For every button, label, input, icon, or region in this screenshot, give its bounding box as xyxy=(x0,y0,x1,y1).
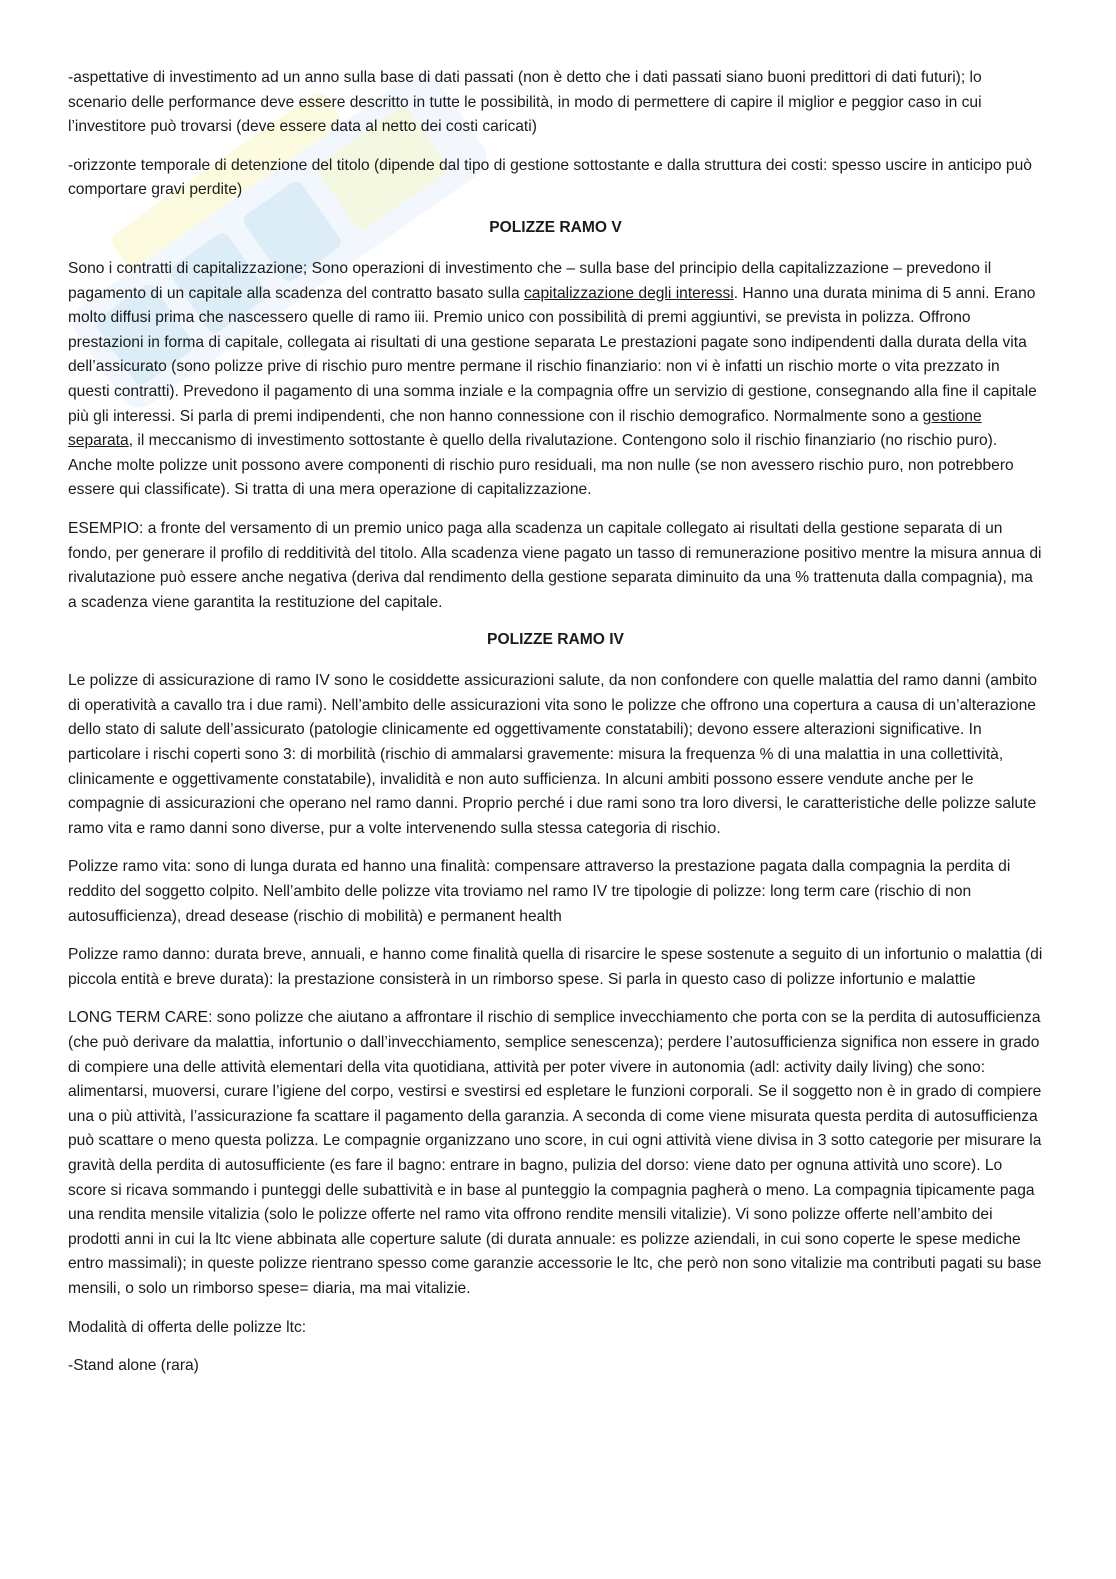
heading-ramo-v: POLIZZE RAMO V xyxy=(489,218,622,236)
paragraph-expectations: -aspettative di investimento ad un anno sulla base di dati passati (non è detto che i dati passati siano buoni predittori di dati futuri); lo scenario delle performance deve essere descritto in tutte le possibilità, in modo di permettere di capire il miglior e peggior caso in cui l’investitore può trovarsi (deve essere data al netto dei costi caricati) xyxy=(68,69,982,136)
paragraph-ramo-danno: Polizze ramo danno: durata breve, annuali, e hanno come finalità quella di risarcire le spese sostenute a seguito di un infortunio o malattia (di piccola entità e breve durata): la prestazione consisterà in un rimborso spese. Si parla in questo caso di polizze infortunio e malattie xyxy=(68,946,1043,988)
paragraph-ramo-v-example: ESEMPIO: a fronte del versamento di un premio unico paga alla scadenza un capitale collegato ai risultati della gestione separata di un fondo, per generare il profilo di redditività del titolo. Alla scadenza viene pagato un tasso di remunerazione positivo mentre la misura annua di rivalutazione può essere anche negativa (deriva dal rendimento della gestione separata diminuito da una % trattenuta dalla compagnia), ma a scadenza viene garantita la restituzione del capitale. xyxy=(68,519,1042,611)
paragraph-ltc-offer: Modalità di offerta delle polizze ltc: xyxy=(68,1318,307,1336)
underlined-capitalizzazione: capitalizzazione degli interessi xyxy=(524,284,734,302)
paragraph-long-term-care: LONG TERM CARE: sono polizze che aiutano a affrontare il rischio di semplice invecchiamento che porta con se la perdita di autosufficienza (che può derivare da malattia, infortunio o dall’invecchiamento, semplice senescenza); perdere l’autosufficienza significa non essere in grado di compiere una delle attività elementari della vita quotidiana, attività per poter vivere in autonomia (adl: activity daily living) che sono: alimentarsi, muoversi, curare l’igiene del corpo, vestirsi e svestirsi ed espletare le funzioni corporali. Se il soggetto non è in grado di compiere una o più attività, l’assicurazione fa scattare il pagamento della garanzia. A seconda di come viene misurata questa perdita di autosufficienza può scattare o meno questa polizza. Le compagnie organizzano uno score, in cui ogni attività viene divisa in 3 sotto categorie per misurare la gravità della perdita di autosufficiente (es fare il bagno: entrare in bagno, pulizia del dorso: viene dato per ognuna attività uno score). Lo score si ricava sommando i punteggi delle subattività e in base al punteggio la compagnia pagherà o meno. La compagnia tipicamente paga una rendita mensile vitalizia (solo le polizze offerte nel ramo vita offrono rendite mensili vitalizie). Vi sono polizze offerte nell’ambito dei prodotti anni in cui la ltc viene abbinata alle coperture salute (di durata annuale: es polizze aziendali, in cui sono coperte le spese mediche entro massimali); in queste polizze rientrano spesso come garanzie accessorie le ltc, che però non sono vitalizie ma contributi pagati su base mensili, o solo un rimborso spese= diaria, ma mai vitalizie. xyxy=(68,1009,1042,1297)
heading-ramo-iv: POLIZZE RAMO IV xyxy=(487,631,624,649)
paragraph-ramo-vita: Polizze ramo vita: sono di lunga durata ed hanno una finalità: compensare attraverso la prestazione pagata dalla compagnia la perdita di reddito del soggetto colpito. Nell’ambito delle polizze vita troviamo nel ramo IV tre tipologie di polizze: long term care (rischio di non autosufficienza), dread desease (rischio di mobilità) e permanent health xyxy=(68,858,1011,925)
paragraph-ramo-iv-intro: Le polizze di assicurazione di ramo IV sono le cosiddette assicurazioni salute, da non confondere con quelle malattia del ramo danni (ambito di operatività a cavallo tra i due rami). Nell’ambito delle assicurazioni vita sono le polizze che offrono una copertura a causa di un’alterazione dello stato di salute dell’assicurato (patologie clinicamente ed oggettivamente constatabili); devono essere alterazioni significative. In particolare i rischi coperti sono 3: di morbilità (rischio di ammalarsi gravemente: misura la frequenza % di una malattia in una collettività, clinicamente e oggettivamente constatabile), invalidità e non auto sufficienza. In alcuni ambiti possono essere vendute anche per le compagnie di assicurazioni che operano nel ramo danni. Proprio perché i due rami sono tra loro diversi, le caratteristiche delle polizze salute ramo vita e ramo danni sono diverse, pur a volte intervenendo sulla stessa categoria di rischio. xyxy=(68,672,1038,837)
paragraph-time-horizon: -orizzonte temporale di detenzione del titolo (dipende dal tipo di gestione sottostante e dalla struttura dei costi: spesso uscire in anticipo può comportare gravi perdite) xyxy=(68,156,1032,199)
document-page xyxy=(68,66,1043,1393)
paragraph-stand-alone: -Stand alone (rara) xyxy=(68,1357,199,1375)
underlined-gestione-separata: gestione separata xyxy=(68,407,982,450)
paragraph-ramo-v-intro: Sono i contratti di capitalizzazione; Sono operazioni di investimento che – sulla base del principio della capitalizzazione – prevedono il pagamento di un capitale alla scadenza del contratto basato sulla capitalizzazione degli interessi. Hanno una durata minima di 5 anni. Erano molto diffusi prima che nascessero quelle di ramo iii. Premio unico con possibilità di premi aggiuntivi, se prevista in polizza. Offrono prestazioni in forma di capitale, collegata ai risultati di una gestione separata Le prestazioni pagate sono indipendenti dalla durata della vita dell’assicurato (sono polizze prive di rischio puro mentre permane il rischio finanziario: non vi è infatti un rischio morte o vita prezzato in questi contratti). Prevedono il pagamento di una somma inziale e la compagnia offre un servizio di gestione, consegnando alla fine il capitale più gli interessi. Si parla di premi indipendenti, che non hanno connessione con il rischio demografico. Normalmente sono a gestione separata, il meccanismo di investimento sottostante è quello della rivalutazione. Contengono solo il rischio finanziario (no rischio puro). Anche molte polizze unit possono avere componenti di rischio puro residuali, ma non nulle (se non avessero rischio puro, non potrebbero essere qui classificate). Si tratta di una mera operazione di capitalizzazione. xyxy=(68,259,1037,499)
